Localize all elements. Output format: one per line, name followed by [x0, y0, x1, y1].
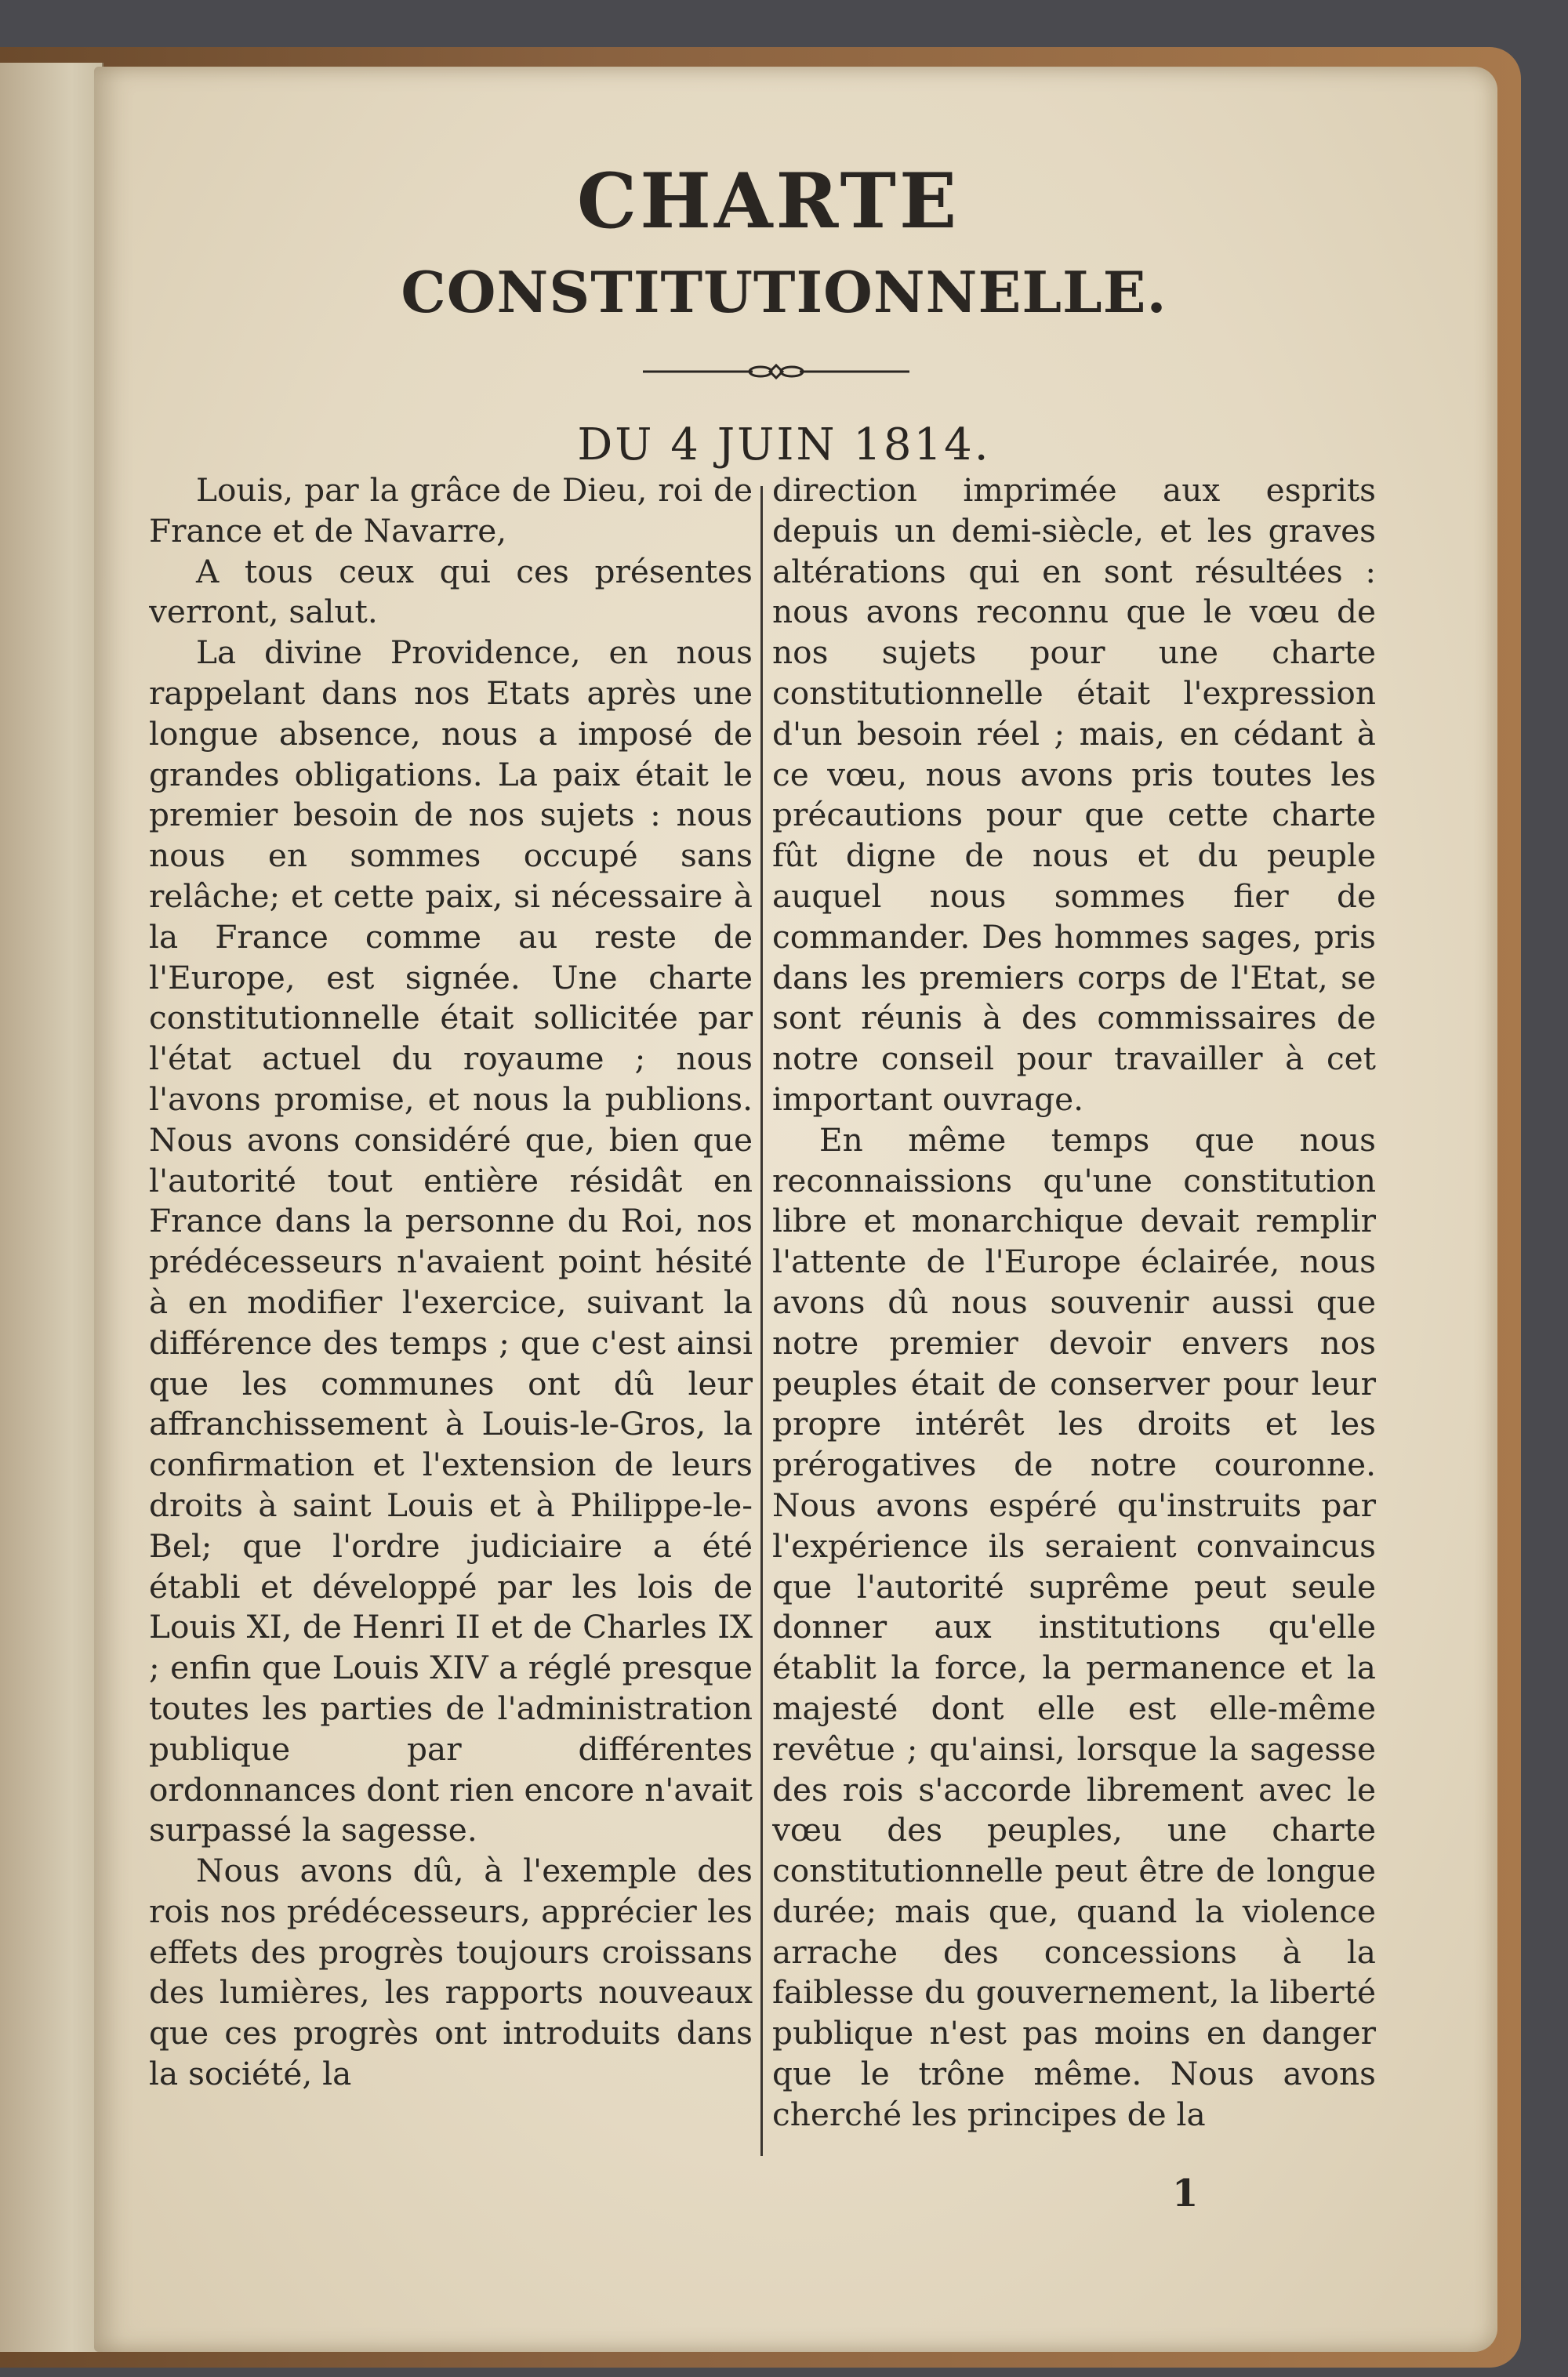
ornament-rule-icon — [643, 362, 909, 381]
charter-date: DU 4 JUIN 1814. — [577, 419, 991, 470]
page-number: 1 — [1172, 2172, 1199, 2216]
column-divider — [760, 486, 763, 2156]
left-column — [149, 470, 753, 2164]
right-column — [772, 470, 1376, 2164]
paragraph: En même temps que nous reconnaissions qu'une constitution libre et monarchique devait remplir l'attente de l'Europe éclairée, nous avons dû nous souvenir aussi que notre premier devoir envers nos peuples était de conserver pour leur propre intérêt les droits et les prérogatives de notre couronne. Nous avons espéré qu'instruits par l'expérience ils seraient convaincus que l'autorité suprême peut seule donner aux institutions qu'elle établit la force, la permanence et la majesté dont elle est elle-même revêtue ; qu'ainsi, lorsque la sagesse des rois s'accorde librement avec le vœu des peuples, une charte constitutionnelle peut être de longue durée; mais que, quand la violence arrache des concessions à la faiblesse du gouvernement, la liberté publique n'est pas moins en danger que le trône même. Nous avons cherché les principes de la — [772, 1120, 1376, 2133]
paragraph: La divine Providence, en nous rappelant dans nos Etats après une longue absence, nous a imposé de grandes obligations. La paix était le premier besoin de nos sujets : nous nous en sommes occupé sans relâche; et cette paix, si nécessaire à la France comme au reste de l'Europe, est signée. Une charte constitutionnelle était sollicitée par l'état actuel du royaume ; nous l'avons promise, et nous la publions. Nous avons considéré que, bien que l'autorité tout entière résidât en France dans la personne du Roi, nos prédécesseurs n'avaient point hésité à en modifier l'exercice, suivant la différence des temps ; que c'est ainsi que les communes ont dû leur affranchissement à Louis-le-Gros, la confirmation et l'extension de leurs droits à saint Louis et à Philippe-le-Bel; que l'ordre judiciaire a été établi et développé par les lois de Louis XI, de Henri II et de Charles IX ; enfin que Louis XIV a réglé presque toutes les parties de l'administration publique par différentes ordonnances dont rien encore n'avait surpassé la sagesse. — [149, 633, 753, 1849]
paragraph: A tous ceux qui ces présentes verront, salut. — [149, 552, 753, 631]
previous-page-edge — [0, 63, 103, 2352]
paragraph: direction imprimée aux esprits depuis un demi-siècle, et les graves altérations qui en sont résultées : nous avons reconnu que le vœu de nos sujets pour une charte constitutionnelle était l'expression d'un besoin réel ; mais, en cédant à ce vœu, nous avons pris toutes les précautions pour que cette charte fût digne de nous et du peuple auquel nous sommes fier de commander. Des hommes sages, pris dans les premiers corps de l'Etat, se sont réunis à des commissaires de notre conseil pour travailler à cet important ouvrage. — [772, 471, 1376, 1118]
paragraph: Louis, par la grâce de Dieu, roi de France et de Navarre, — [149, 471, 753, 550]
page-title: CHARTE — [576, 157, 960, 245]
paragraph: Nous avons dû, à l'exemple des rois nos prédécesseurs, apprécier les effets des progrès toujours croissans des lumières, les rapports nouveaux que ces progrès ont introduits dans la société, la — [149, 1852, 753, 2093]
page-subtitle: CONSTITUTIONNELLE. — [401, 259, 1167, 325]
